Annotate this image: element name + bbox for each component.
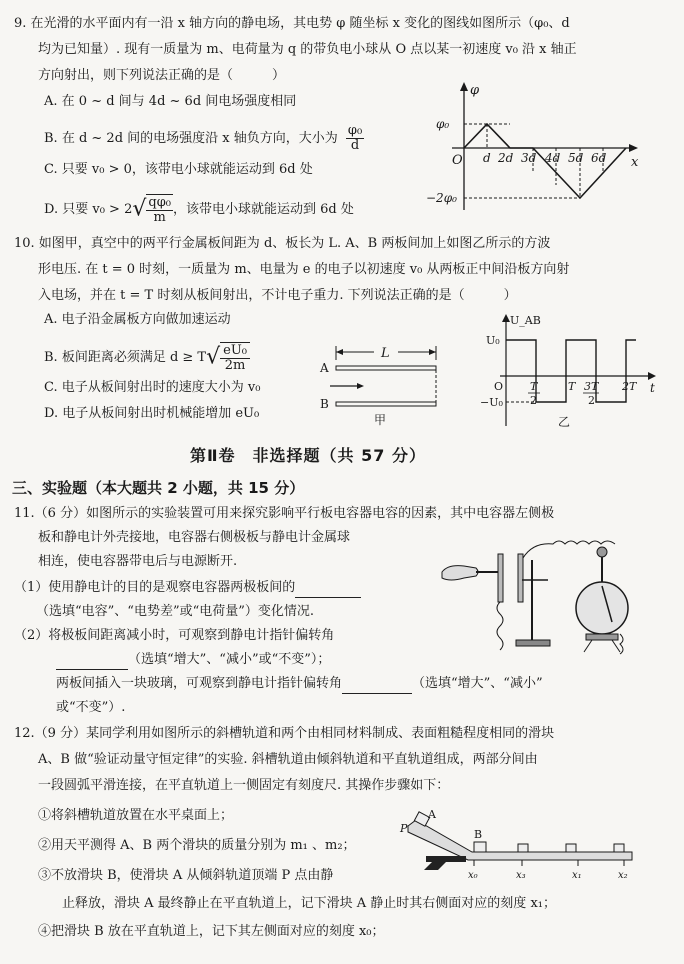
section3-title: 三、实验题（本大题共 2 小题，共 15 分） — [12, 479, 305, 497]
q10-figure-jia — [316, 338, 446, 428]
q10-jia-length: L — [381, 346, 390, 361]
q10-option-b-numerator: eU₀ — [220, 344, 250, 359]
q11-glass-hint: （选填“增大”、“减小” — [412, 676, 543, 691]
q9-tick-3d: 3d — [521, 151, 537, 165]
q10-plate-a — [336, 366, 436, 370]
q11-part2: （2）将极板间距离减小时，可观察到静电计指针偏转角 — [14, 628, 335, 643]
q10-option-b-fraction — [220, 342, 250, 373]
q9-option-d-tail: ，该带电小球就能运动到 6d 处 — [173, 202, 354, 217]
q9-stem-line1: 9. 在光滑的水平面内有一沿 x 轴方向的静电场，其电势 φ 随坐标 x 变化的图线如图所示（φ₀、d — [14, 16, 570, 31]
q9-graph-origin: O — [452, 153, 463, 168]
q9-option-d-text: D. 只要 v₀ > 2 — [44, 202, 133, 217]
q12-step4: ④把滑块 B 放在平直轨道上，记下其左侧面对应的刻度 x₀； — [38, 924, 385, 939]
q9-option-d-denominator: m — [153, 210, 166, 225]
q9-option-b-numerator: φ₀ — [347, 123, 363, 138]
q9-option-b-text: B. 在 d ~ 2d 间的电场强度沿 x 轴负方向，大小为 — [44, 131, 338, 146]
q11-line3: 相连，使电容器带电后与电源断开. — [38, 554, 238, 569]
q12-step3-line2: 止释放，滑块 A 最终静止在平直轨道上，记下滑块 A 静止时其右侧面对应的刻度 x₁； — [62, 896, 556, 911]
q11-part2-line2 — [56, 650, 330, 670]
q12-track-figure — [402, 806, 642, 886]
q11-blank-2[interactable] — [56, 655, 128, 670]
q11-part2-line3 — [56, 674, 543, 694]
q10-option-b: B. 板间距离必须满足 d ≥ T√ $\frac{\text{eU₀}}{2m}$ — [44, 342, 250, 373]
q10-yi-t2: T — [568, 380, 576, 393]
q12-step2: ②用天平测得 A、B 两个滑块的质量分别为 m₁ 、m₂； — [38, 838, 356, 853]
q12-label-b: B — [474, 828, 483, 841]
q9-option-b-denominator: d — [350, 138, 360, 153]
q9-tick-4d: 4d — [545, 151, 561, 165]
q10-yi-t1-den: 2 — [530, 394, 537, 407]
q9-option-c: C. 只要 v₀ > 0，该带电小球就能运动到 6d 处 — [44, 162, 313, 177]
q9-option-d-numerator: qφ₀ — [148, 195, 172, 210]
q10-yi-neg-u0: −U₀ — [480, 396, 503, 409]
q10-yi-t1-num: T — [530, 380, 538, 393]
q11-line2: 板和静电计外壳接地，电容器右侧极板与静电计金属球 — [38, 530, 351, 545]
q9-option-b-fraction — [346, 124, 364, 153]
q9-potential-graph — [428, 82, 638, 222]
q10-stem-line1: 10. 如图甲，真空中的两平行金属板间距为 d、板长为 L. A、B 两板间加上如图乙所示的方波 — [14, 236, 551, 251]
q10-yi-x-label: t — [650, 381, 655, 395]
q12-tick-x2: x₂ — [618, 870, 628, 881]
q10-stem-line2: 形电压. 在 t = 0 时刻，一质量为 m、电量为 e 的电子以初速度 v₀ 从两板正中间沿板方向射 — [38, 262, 570, 277]
q11-blank-1[interactable] — [295, 583, 361, 598]
q11-glass-text: 两板间插入一块玻璃，可观察到静电计指针偏转角 — [56, 676, 343, 691]
q10-option-b-denominator: 2m — [224, 358, 246, 373]
q11-line1: 11.（6 分）如图所示的实验装置可用来探究影响平行板电容器电容的因素，其中电容器左侧极 — [14, 506, 555, 521]
q10-yi-t3-num: 3T — [584, 380, 599, 393]
q12-step3-line1: ③不放滑块 B，使滑块 A 从倾斜轨道顶端 P 点由静 — [38, 868, 334, 883]
q10-yi-caption: 乙 — [558, 415, 571, 429]
q9-tick-5d: 5d — [568, 151, 584, 165]
q9-tick-d: d — [483, 151, 491, 165]
q9-option-b — [44, 124, 364, 153]
q9-graph-phi0: φ₀ — [436, 117, 450, 131]
q12-line2: A、B 做“验证动量守恒定律”的实验. 斜槽轨道由倾斜轨道和平直轨道组成，两部分间由 — [38, 752, 538, 767]
q12-line3: 一段圆弧平滑连接，在平直轨道上一侧固定有刻度尺. 其操作步骤如下： — [38, 778, 450, 793]
q9-tick-2d: 2d — [498, 151, 514, 165]
q10-jia-label-b: B — [320, 397, 329, 411]
q12-tick-x1: x₁ — [572, 870, 582, 881]
q11-part1-text: （1）使用静电计的目的是观察电容器两极板间的 — [14, 580, 296, 595]
q10-stem-line3: 入电场，并在 t = T 时刻从板间射出，不计电子重力. 下列说法正确的是（ ） — [38, 288, 517, 303]
q12-label-p: P — [400, 822, 408, 835]
q9-graph-y-label: φ — [470, 83, 480, 98]
q10-yi-u0: U₀ — [486, 334, 500, 347]
q11-part1 — [14, 578, 361, 598]
part2-title: 第Ⅱ卷 非选择题（共 57 分） — [190, 446, 426, 465]
q11-part2-hint: （选填“增大”、“减小”或“不变”）； — [128, 652, 331, 667]
q10-plate-b — [336, 402, 436, 406]
q10-option-c: C. 电子从板间射出时的速度大小为 v₀ — [44, 380, 261, 395]
q12-label-a: A — [428, 808, 436, 821]
q11-apparatus-illustration — [436, 530, 666, 660]
q10-option-d: D. 电子从板间射出时机械能增加 eU₀ — [44, 406, 260, 421]
q9-option-a: A. 在 0 ~ d 间与 4d ~ 6d 间电场强度相同 — [44, 94, 297, 109]
q11-blank-3[interactable] — [342, 679, 412, 694]
q10-yi-origin: O — [494, 380, 504, 393]
q10-yi-y-label: U_AB — [510, 314, 541, 327]
q9-stem-line2: 均为已知量）. 现有一质量为 m、电荷量为 q 的带负电小球从 O 点以某一初速度 v₀ 沿 x 轴正 — [38, 42, 577, 57]
q10-option-a: A. 电子沿金属板方向做加速运动 — [44, 312, 231, 327]
q12-tick-x0: x₀ — [468, 870, 478, 881]
q9-option-d-fraction — [146, 194, 173, 225]
q10-figure-yi — [480, 314, 662, 432]
q11-part1-hint: （选填“电容”、“电势差”或“电荷量”）变化情况. — [36, 604, 315, 619]
q12-line1: 12.（9 分）某同学利用如图所示的斜槽轨道和两个由相同材料制成、表面粗糙程度相同的滑块 — [14, 726, 555, 741]
q9-graph-x-label: x — [631, 155, 639, 170]
q10-jia-caption: 甲 — [374, 413, 387, 427]
q10-yi-t4: 2T — [622, 380, 637, 393]
q9-tick-6d: 6d — [591, 151, 607, 165]
q10-jia-label-a: A — [320, 361, 329, 375]
q11-part2-line4: 或“不变”）. — [56, 700, 126, 715]
q12-tick-x3: x₃ — [516, 870, 526, 881]
q10-yi-t3-den: 2 — [588, 394, 595, 407]
q9-graph-neg2phi0: −2φ₀ — [426, 191, 457, 205]
q10-option-b-text: B. 板间距离必须满足 d ≥ T — [44, 350, 207, 365]
q9-option-d: D. 只要 v₀ > 2√ $\frac{\text{qφ₀}}{m}$ ，该带电小球就能运动到 6d 处 — [44, 195, 354, 225]
q9-stem-line3: 方向射出，则下列说法正确的是（ ） — [38, 68, 286, 83]
q12-step1: ①将斜槽轨道放置在水平桌面上； — [38, 808, 234, 823]
